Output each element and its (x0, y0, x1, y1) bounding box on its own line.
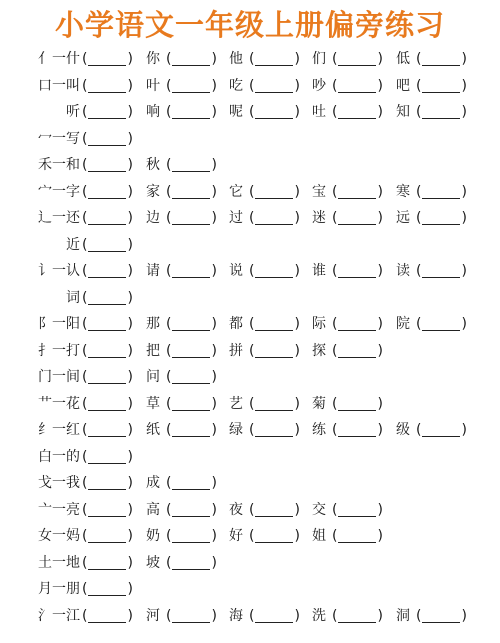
exercise-row (0, 311, 500, 338)
radical-character: 他 (229, 51, 243, 67)
radical-character: 高 (146, 501, 160, 518)
radical-character: 寒 (396, 183, 410, 200)
answer-blank[interactable]: ( ) (166, 607, 217, 624)
radical-example: 白一的 (38, 448, 80, 465)
radical-character: 夜 (229, 501, 243, 518)
radical-character: 纸 (146, 422, 160, 438)
radical-character: 响 (146, 104, 160, 120)
answer-blank[interactable]: ( ) (82, 51, 133, 67)
answer-blank[interactable]: ( ) (82, 130, 133, 147)
exercise-row (0, 603, 500, 630)
radical-character: 绿 (229, 422, 243, 438)
answer-blank[interactable]: ( ) (82, 77, 133, 94)
radical-example: 门一间 (38, 369, 80, 385)
radical-character: 说 (229, 263, 243, 279)
radical-character: 级 (396, 422, 410, 438)
answer-blank[interactable]: ( ) (166, 422, 217, 438)
answer-blank[interactable]: ( ) (82, 581, 133, 597)
radical-character: 吧 (396, 77, 410, 94)
exercise-row (0, 179, 500, 206)
radical-character: 问 (146, 369, 160, 385)
radical-character: 姐 (312, 528, 326, 544)
answer-blank[interactable]: ( ) (166, 104, 217, 120)
answer-blank[interactable]: ( ) (166, 554, 217, 571)
radical-character: 迷 (312, 210, 326, 226)
answer-blank[interactable]: ( ) (82, 157, 133, 173)
radical-character: 请 (146, 263, 160, 279)
radical-character: 院 (396, 316, 410, 332)
radical-example: 阝一阳 (38, 316, 80, 332)
answer-blank[interactable]: ( ) (82, 342, 133, 359)
radical-character: 好 (229, 528, 243, 544)
exercise-row (0, 152, 500, 179)
radical-example: 词 (66, 289, 80, 306)
exercise-row (0, 338, 500, 365)
radical-character: 读 (396, 263, 410, 279)
answer-blank[interactable]: ( ) (166, 369, 217, 385)
radical-example: 讠一认 (38, 263, 80, 279)
radical-character: 都 (229, 316, 243, 332)
answer-blank[interactable]: ( ) (82, 104, 133, 120)
answer-blank[interactable]: ( ) (249, 263, 300, 279)
radical-character: 奶 (146, 528, 160, 544)
answer-blank[interactable]: ( ) (82, 289, 133, 306)
exercise-row (0, 232, 500, 259)
answer-blank[interactable]: ( ) (82, 263, 133, 279)
radical-character: 宝 (312, 183, 326, 200)
answer-blank[interactable]: ( ) (82, 554, 133, 571)
radical-character: 秋 (146, 157, 160, 173)
answer-blank[interactable]: ( ) (166, 501, 217, 518)
radical-character: 洗 (312, 607, 326, 624)
exercise-row (0, 126, 500, 153)
answer-blank[interactable]: ( ) (249, 607, 300, 624)
radical-character: 吃 (229, 77, 243, 94)
radical-character: 海 (229, 607, 243, 624)
answer-blank[interactable]: ( ) (416, 183, 467, 200)
answer-blank[interactable]: ( ) (332, 104, 383, 120)
answer-blank[interactable]: ( ) (166, 77, 217, 94)
answer-blank[interactable]: ( ) (82, 210, 133, 226)
exercise-row (0, 417, 500, 444)
answer-blank[interactable]: ( ) (332, 501, 383, 518)
answer-blank[interactable]: ( ) (166, 342, 217, 359)
answer-blank[interactable]: ( ) (82, 422, 133, 438)
radical-character: 家 (146, 183, 160, 200)
answer-blank[interactable]: ( ) (249, 528, 300, 544)
answer-blank[interactable]: ( ) (166, 263, 217, 279)
answer-blank[interactable]: ( ) (166, 395, 217, 412)
radical-character: 草 (146, 395, 160, 412)
answer-blank[interactable]: ( ) (82, 475, 133, 491)
answer-blank[interactable]: ( ) (249, 501, 300, 518)
radical-character: 边 (146, 210, 160, 226)
radical-character: 探 (312, 342, 326, 359)
answer-blank[interactable]: ( ) (249, 183, 300, 200)
answer-blank[interactable]: ( ) (249, 104, 300, 120)
exercise-row (0, 576, 500, 603)
exercise-row (0, 285, 500, 312)
radical-character: 过 (229, 210, 243, 226)
radical-character: 把 (146, 342, 160, 359)
radical-character: 知 (396, 104, 410, 120)
radical-character: 拼 (229, 342, 243, 359)
radical-character: 它 (229, 183, 243, 200)
radical-character: 谁 (312, 263, 326, 279)
answer-blank[interactable]: ( ) (332, 183, 383, 200)
answer-blank[interactable]: ( ) (332, 263, 383, 279)
radical-character: 菊 (312, 395, 326, 412)
answer-blank[interactable]: ( ) (166, 475, 217, 491)
radical-character: 吵 (312, 77, 326, 94)
radical-example: 氵一江 (38, 607, 80, 624)
answer-blank[interactable]: ( ) (82, 236, 133, 253)
radical-character: 你 (146, 51, 160, 67)
answer-blank[interactable]: ( ) (416, 316, 467, 332)
answer-blank[interactable]: ( ) (332, 607, 383, 624)
radical-example: 土一地 (38, 554, 80, 571)
answer-blank[interactable]: ( ) (416, 210, 467, 226)
exercise-row (0, 46, 500, 73)
radical-character: 坡 (146, 554, 160, 571)
answer-blank[interactable]: ( ) (332, 51, 383, 67)
radical-example: 月一朋 (38, 581, 80, 597)
answer-blank[interactable]: ( ) (249, 51, 300, 67)
radical-character: 艺 (229, 395, 243, 412)
exercise-row (0, 523, 500, 550)
exercise-row (0, 391, 500, 418)
answer-blank[interactable]: ( ) (416, 263, 467, 279)
answer-blank[interactable]: ( ) (82, 395, 133, 412)
answer-blank[interactable]: ( ) (166, 183, 217, 200)
answer-blank[interactable]: ( ) (249, 210, 300, 226)
answer-blank[interactable]: ( ) (332, 422, 383, 438)
answer-blank[interactable]: ( ) (166, 210, 217, 226)
radical-character: 河 (146, 607, 160, 624)
exercise-list (0, 46, 500, 629)
answer-blank[interactable]: ( ) (249, 422, 300, 438)
answer-blank[interactable]: ( ) (332, 77, 383, 94)
radical-character: 成 (146, 475, 160, 491)
radical-example: 艹一花 (38, 395, 80, 412)
radical-character: 交 (312, 501, 326, 518)
radical-example: 亠一亮 (38, 501, 80, 518)
exercise-row (0, 444, 500, 471)
radical-example: 口一叫 (38, 77, 80, 94)
answer-blank[interactable]: ( ) (416, 77, 467, 94)
radical-character: 叶 (146, 77, 160, 94)
radical-example: 近 (66, 236, 80, 253)
answer-blank[interactable]: ( ) (249, 77, 300, 94)
exercise-row (0, 258, 500, 285)
answer-blank[interactable]: ( ) (249, 316, 300, 332)
radical-example: 听 (66, 104, 80, 120)
answer-blank[interactable]: ( ) (82, 528, 133, 544)
exercise-row (0, 550, 500, 577)
radical-character: 那 (146, 316, 160, 332)
exercise-row (0, 470, 500, 497)
answer-blank[interactable]: ( ) (332, 210, 383, 226)
answer-blank[interactable]: ( ) (82, 501, 133, 518)
radical-character: 远 (396, 210, 410, 226)
radical-character: 练 (312, 422, 326, 438)
answer-blank[interactable]: ( ) (166, 316, 217, 332)
radical-example: 宀一字 (38, 183, 80, 200)
answer-blank[interactable]: ( ) (82, 316, 133, 332)
radical-example: 冖一写 (38, 130, 80, 147)
radical-example: 辶一还 (38, 210, 80, 226)
answer-blank[interactable]: ( ) (332, 528, 383, 544)
radical-character: 们 (312, 51, 326, 67)
answer-blank[interactable]: ( ) (249, 395, 300, 412)
radical-example: 女一妈 (38, 528, 80, 544)
exercise-row (0, 99, 500, 126)
radical-example: 亻一什 (38, 51, 80, 67)
answer-blank[interactable]: ( ) (166, 51, 217, 67)
answer-blank[interactable]: ( ) (416, 607, 467, 624)
radical-character: 吐 (312, 104, 326, 120)
answer-blank[interactable]: ( ) (82, 183, 133, 200)
answer-blank[interactable]: ( ) (249, 342, 300, 359)
answer-blank[interactable]: ( ) (332, 395, 383, 412)
radical-example: 扌一打 (38, 342, 80, 359)
exercise-row (0, 364, 500, 391)
radical-character: 际 (312, 316, 326, 332)
answer-blank[interactable]: ( ) (416, 51, 467, 67)
answer-blank[interactable]: ( ) (82, 448, 133, 465)
radical-character: 呢 (229, 104, 243, 120)
exercise-row (0, 205, 500, 232)
worksheet-title: 小学语文一年级上册偏旁练习 (54, 7, 445, 42)
answer-blank[interactable]: ( ) (82, 607, 133, 624)
radical-example: 戈一我 (38, 475, 80, 491)
exercise-row (0, 73, 500, 100)
radical-example: 禾一和 (38, 157, 80, 173)
answer-blank[interactable]: ( ) (82, 369, 133, 385)
radical-character: 低 (396, 51, 410, 67)
answer-blank[interactable]: ( ) (332, 342, 383, 359)
exercise-row (0, 497, 500, 524)
answer-blank[interactable]: ( ) (416, 104, 467, 120)
answer-blank[interactable]: ( ) (166, 157, 217, 173)
answer-blank[interactable]: ( ) (332, 316, 383, 332)
answer-blank[interactable]: ( ) (166, 528, 217, 544)
answer-blank[interactable]: ( ) (416, 422, 467, 438)
radical-character: 洞 (396, 607, 410, 624)
radical-example: 纟一红 (38, 422, 80, 438)
